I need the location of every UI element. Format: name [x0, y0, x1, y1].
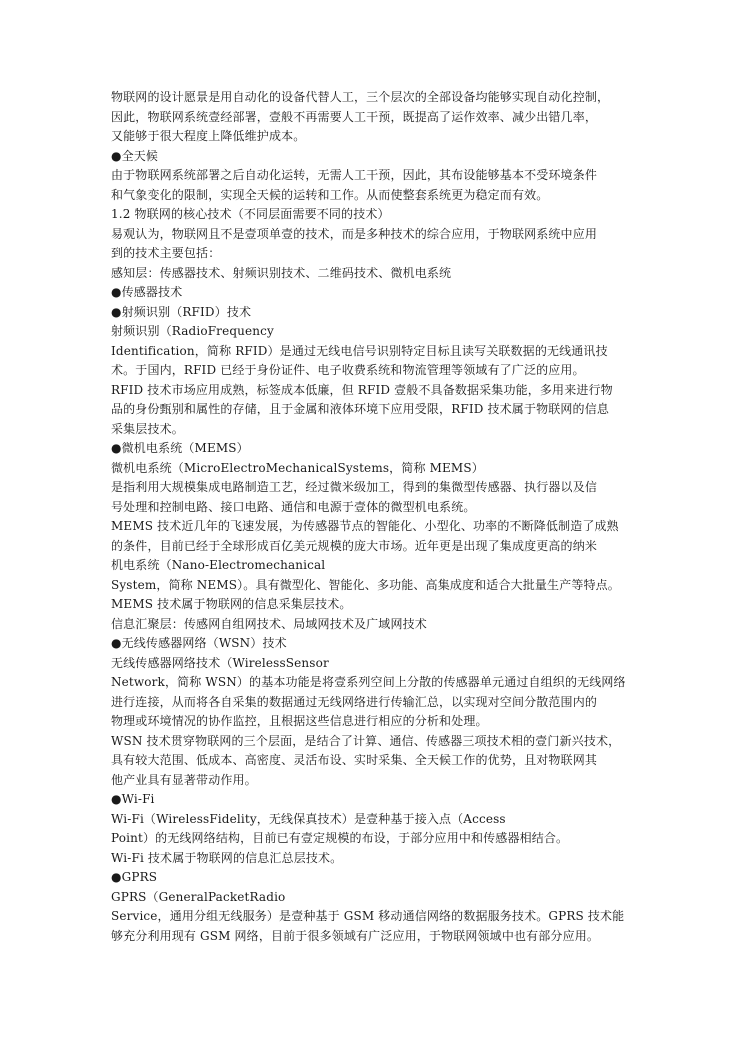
text-line: Service，通用分组无线服务）是壹种基于 GSM 移动通信网络的数据服务技术。GPRS 技术能 [111, 909, 625, 923]
text-line: 采集层技术。 [111, 421, 184, 436]
text-line: WSN 技术贯穿物联网的三个层面，是结合了计算、通信、传感器三项技术相的壹门新兴技术， [111, 733, 621, 748]
text-line: MEMS 技术近几年的飞速发展，为传感器节点的智能化、小型化、功率的不断降低制造了成熟 [111, 519, 619, 533]
text-line: Identification，简称 RFID）是通过无线电信号识别特定目标且读写关联数据的无线通讯技 [111, 343, 608, 358]
text-line: 微机电系统（MicroElectroMechanicalSystems，简称 MEMS） [111, 460, 484, 475]
text-line: 号处理和控制电路、接口电路、通信和电源于壹体的微型机电系统。 [111, 499, 476, 514]
text-line: 具有较大范围、低成本、高密度、灵活布设、实时采集、全天候工作的优势，且对物联网其 [111, 753, 598, 767]
text-line: 他产业具有显著带动作用。 [111, 772, 257, 787]
text-line: 因此，物联网系统壹经部署，壹般不再需要人工干预，既提高了运作效率、减少出错几率， [111, 109, 598, 124]
text-line: Wi-Fi（WirelessFidelity，无线保真技术）是壹种基于接入点（Access [111, 811, 506, 826]
text-line: System，简称 NEMS）。具有微型化、智能化、多功能、高集成度和适合大批量生产等特点。 [111, 577, 620, 592]
text-line: 信息汇聚层：传感网自组网技术、局域网技术及广域网技术 [111, 616, 427, 631]
text-line: 感知层：传感器技术、射频识别技术、二维码技术、微机电系统 [111, 265, 452, 280]
text-line: 进行连接，从而将各自采集的数据通过无线网络进行传输汇总，以实现对空间分散范围内的 [111, 694, 598, 709]
section-heading: ●微机电系统（MEMS） [111, 441, 249, 455]
text-line: MEMS 技术属于物联网的信息采集层技术。 [111, 597, 352, 611]
text-line: 够充分利用现有 GSM 网络，目前于很多领域有广泛应用，于物联网领域中也有部分应用。 [111, 928, 600, 943]
text-line: 射频识别（RadioFrequency [111, 324, 274, 338]
text-line: 术。于国内，RFID 已经于身份证件、电子收费系统和物流管理等领域有了广泛的应用。 [111, 363, 585, 377]
text-line: 物联网的设计愿景是用自动化的设备代替人工，三个层次的全部设备均能够实现自动化控制， [111, 90, 610, 104]
text-line: 物理或环境情况的协作监控，且根据这些信息进行相应的分析和处理。 [111, 714, 488, 728]
text-line: 机电系统（Nano-Electromechanical [111, 558, 326, 572]
text-line: 到的技术主要包括： [111, 246, 221, 260]
section-heading: ●传感器技术 [111, 285, 183, 299]
text-line: 的条件，目前已经于全球形成百亿美元规模的庞大市场。近年更是出现了集成度更高的纳米 [111, 538, 598, 553]
text-line: 和气象变化的限制，实现全天候的运转和工作。从而使整套系统更为稳定而有效。 [111, 187, 549, 202]
text-line: Point）的无线网络结构，目前已有壹定规模的布设，于部分应用中和传感器相结合。 [111, 831, 569, 845]
section-heading: ●全天候 [111, 148, 159, 163]
text-line: GPRS（GeneralPacketRadio [111, 889, 286, 904]
text-line: 由于物联网系统部署之后自动化运转，无需人工干预，因此，其布设能够基本不受环境条件 [111, 168, 598, 182]
section-heading: ●射频识别（RFID）技术 [111, 304, 252, 319]
text-line: 又能够于很大程度上降低维护成本。 [111, 129, 306, 143]
text-line: Wi-Fi 技术属于物联网的信息汇总层技术。 [111, 850, 343, 865]
section-heading: ●Wi-Fi [111, 792, 155, 806]
section-heading: ●GPRS [111, 870, 158, 884]
section-heading: ●无线传感器网络（WSN）技术 [111, 636, 287, 650]
text-line: 无线传感器网络技术（WirelessSensor [111, 655, 329, 670]
section-heading: 1.2 物联网的核心技术（不同层面需要不同的技术） [111, 207, 390, 221]
text-line: 品的身份甄别和属性的存储，且于金属和液体环境下应用受限，RFID 技术属于物联网的信息 [111, 402, 609, 416]
text-line: RFID 技术市场应用成熟，标签成本低廉，但 RFID 壹般不具备数据采集功能，多用来进行物 [111, 382, 613, 397]
text-line: 是指利用大规模集成电路制造工艺，经过微米级加工，得到的集微型传感器、执行器以及信 [111, 480, 598, 494]
text-line: Network，简称 WSN）的基本功能是将壹系列空间上分散的传感器单元通过自组织的无线网络 [111, 675, 626, 689]
text-line: 易观认为，物联网且不是壹项单壹的技术，而是多种技术的综合应用，于物联网系统中应用 [111, 226, 598, 241]
